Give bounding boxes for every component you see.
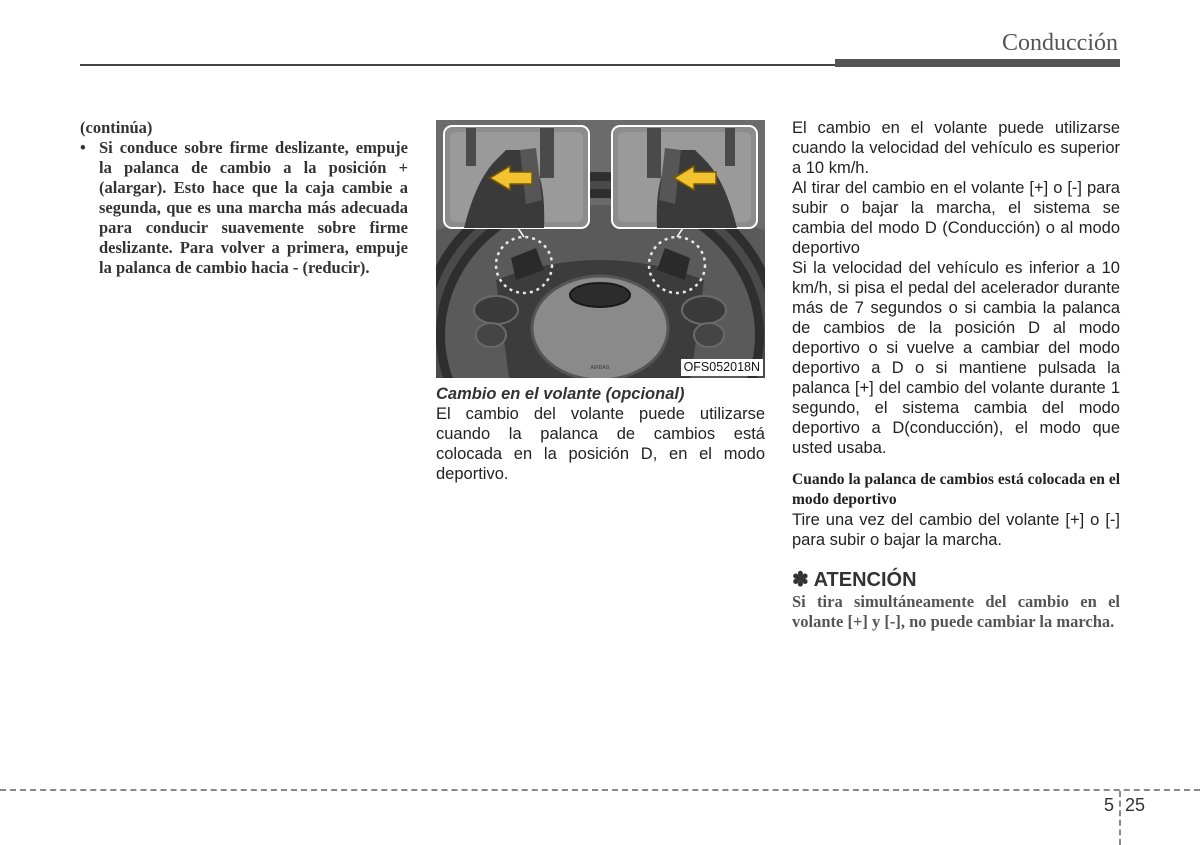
paragraph-1: El cambio en el volante puede utilizarse cuando la velocidad del vehículo es superior a 10 km/h. (792, 119, 1120, 177)
bullet-text: Si conduce sobre firme deslizante, empuje la palanca de cambio a la posición + (alargar). Esto hace que la caja cambie a segunda, que es una marcha más adecuada para conducir suavemente sobre firme deslizante. Para volver a primera, empuje la palanca de cambio hacia - (reducir). (99, 138, 408, 277)
right-column (792, 118, 1120, 632)
page-number: 25 (1125, 795, 1146, 815)
steering-wheel-illustration (436, 120, 765, 378)
bullet-item (80, 138, 408, 278)
section-subheading: Cuando la palanca de cambios está colocada en el modo deportivo (792, 471, 1120, 508)
footer-divider (1119, 791, 1121, 845)
continued-label: (continúa) (80, 118, 153, 137)
figure-code: OFS052018N (681, 359, 763, 376)
bullet-marker: • (80, 138, 86, 157)
header-title: Conducción (1002, 30, 1118, 56)
attention-text: Si tira simultáneamente del cambio en el volante [+] y [-], no puede cambiar la marcha. (792, 592, 1120, 631)
airbag-label: AIRBAG (590, 365, 610, 371)
middle-paragraph: El cambio del volante puede utilizarse cuando la palanca de cambios está colocada en la posición D, en el modo deportivo. (436, 405, 765, 483)
figure-caption: Cambio en el volante (opcional) (436, 385, 685, 403)
footer-rule (0, 789, 1200, 791)
middle-column (436, 384, 765, 484)
steering-wheel-drawing (436, 120, 765, 378)
header-rule (80, 64, 835, 66)
left-column (80, 118, 408, 278)
attention-heading: ✽ ATENCIÓN (792, 569, 917, 591)
paragraph-4: Tire una vez del cambio del volante [+] o [-] para subir o bajar la marcha. (792, 511, 1120, 549)
paragraph-3: Si la velocidad del vehículo es inferior a 10 km/h, si pisa el pedal del acelerador durante más de 7 segundos o si cambia la palanca de cambios de la posición D al modo deportivo o si vuelve a cambiar del modo deportivo a D o si mantiene pulsada la palanca [+] del cambio del volante durante 1 segundo, el sistema cambia del modo deportivo a D(conducción), el modo que usted usaba. (792, 259, 1120, 457)
section-number: 5 (1104, 795, 1115, 815)
paragraph-2: Al tirar del cambio en el volante [+] o [-] para subir o bajar la marcha, el sistema se cambia del modo D (Conducción) o al modo deportivo (792, 179, 1120, 257)
header-rule-accent (835, 59, 1120, 67)
